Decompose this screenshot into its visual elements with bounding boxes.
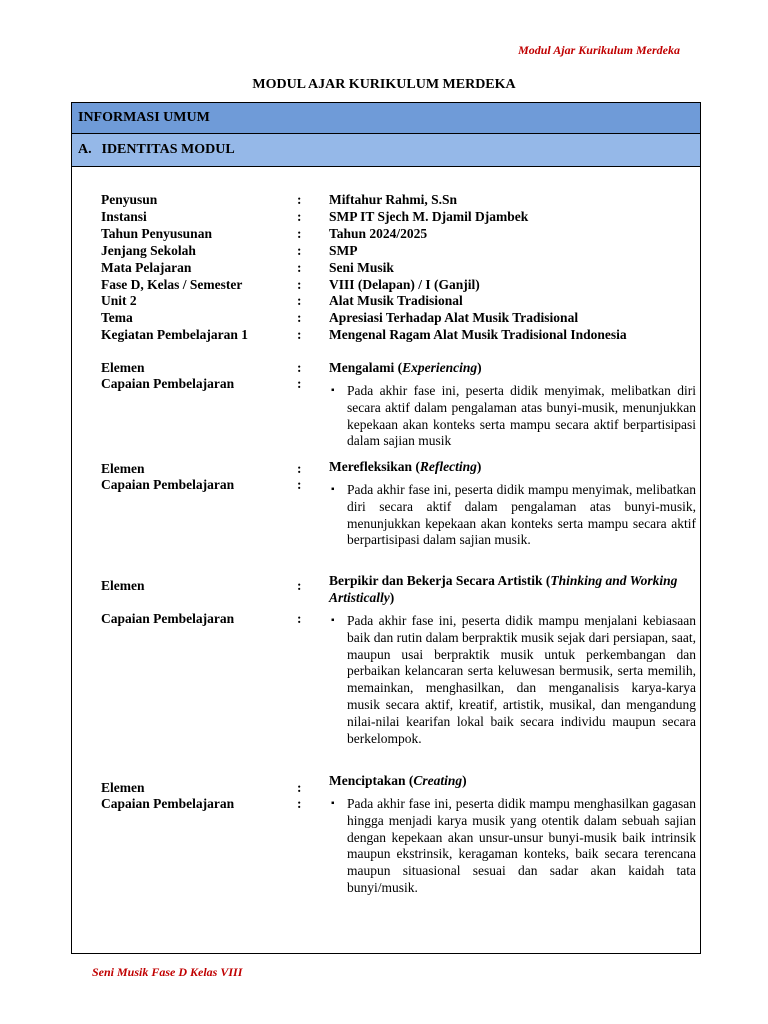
row-label: Instansi xyxy=(101,209,147,224)
capaian-label: Capaian Pembelajaran xyxy=(101,796,235,811)
row-value: Apresiasi Terhadap Alat Musik Tradisional xyxy=(329,310,579,325)
running-header: Modul Ajar Kurikulum Merdeka xyxy=(518,43,680,57)
row-label: Jenjang Sekolah xyxy=(101,243,196,258)
row-value: VIII (Delapan) / I (Ganjil) xyxy=(329,277,480,292)
row-colon: : xyxy=(297,293,302,308)
row-colon: : xyxy=(297,209,302,224)
capaian-3-text: ▪ Pada akhir fase ini, peserta didik mampu menjalani kebiasaan baik dan rutin dalam berpraktik musik sejak dari persiapan, saat, maupun usai berpraktik musik untuk perkembangan dan perbaikan kelancaran serta keluwesan bermusik, serta memilih, memainkan, menghasilkan, dan menganalisis karya-karya musik secara aktif, kreatif, artistik, musikal, dan mengandung nilai-nilai kearifan lokal baik secara individu maupun secara berkelompok. xyxy=(331,613,696,746)
section-label: IDENTITAS MODUL xyxy=(101,142,235,157)
row-colon: : xyxy=(297,611,302,626)
capaian-1-text: ▪ Pada akhir fase ini, peserta didik menyimak, melibatkan diri secara aktif dalam pengalaman atas bunyi-musik, menunjukkan kepekaan akan konteks serta mampu secara aktif berpartisipasi dalam sajian musik xyxy=(331,383,696,449)
capaian-4-text: ▪ Pada akhir fase ini, peserta didik mampu menghasilkan gagasan hingga menjadi karya musik yang otentik dalam sebuah sajian dengan kepekaan akan unsur-unsur bunyi-musik baik intrinsik maupun ekstrinsik, keragaman konteks, baik secara terencana maupun situasional sesuai dan sadar akan kaidah tata bunyi/musik. xyxy=(331,796,696,895)
info-umum-band: INFORMASI UMUM xyxy=(72,103,700,134)
elemen-3-heading: Berpikir dan Bekerja Secara Artistik (Thinking and Working Artistically) xyxy=(329,573,678,605)
row-value: Miftahur Rahmi, S.Sn xyxy=(329,192,458,207)
bullet-icon: ▪ xyxy=(331,484,335,495)
row-label: Unit 2 xyxy=(101,293,137,308)
row-colon: : xyxy=(297,578,302,593)
elemen-label: Elemen xyxy=(101,780,145,795)
row-value: Tahun 2024/2025 xyxy=(329,226,428,241)
capaian-label: Capaian Pembelajaran xyxy=(101,611,235,626)
row-label: Tema xyxy=(101,310,133,325)
row-colon: : xyxy=(297,310,302,325)
row-label: Mata Pelajaran xyxy=(101,260,192,275)
document-title: MODUL AJAR KURIKULUM MERDEKA xyxy=(252,77,516,92)
row-colon: : xyxy=(297,327,302,342)
elemen-4-heading: Menciptakan (Creating) xyxy=(329,773,467,788)
module-table xyxy=(71,102,701,954)
row-colon: : xyxy=(297,461,302,476)
row-value: SMP IT Sjech M. Djamil Djambek xyxy=(329,209,529,224)
bullet-icon: ▪ xyxy=(331,385,335,396)
row-label: Kegiatan Pembelajaran 1 xyxy=(101,327,248,342)
row-label: Penyusun xyxy=(101,192,158,207)
row-colon: : xyxy=(297,360,302,375)
row-label: Tahun Penyusunan xyxy=(101,226,212,241)
capaian-label: Capaian Pembelajaran xyxy=(101,477,235,492)
row-colon: : xyxy=(297,192,302,207)
row-colon: : xyxy=(297,477,302,492)
row-colon: : xyxy=(297,277,302,292)
elemen-label: Elemen xyxy=(101,578,145,593)
capaian-label: Capaian Pembelajaran xyxy=(101,376,235,391)
row-value: Alat Musik Tradisional xyxy=(329,293,463,308)
section-number: A. xyxy=(78,142,92,157)
row-colon: : xyxy=(297,796,302,811)
capaian-2-text: ▪ Pada akhir fase ini, peserta didik mampu menyimak, melibatkan diri secara aktif dalam pengalaman atas bunyi-musik, menunjukkan kepekaan akan konteks serta mampu secara aktif berpartisipasi dalam sajian musik. xyxy=(331,482,696,548)
row-colon: : xyxy=(297,243,302,258)
bullet-icon: ▪ xyxy=(331,798,335,809)
row-value: SMP xyxy=(329,243,358,258)
elemen-label: Elemen xyxy=(101,461,145,476)
row-colon: : xyxy=(297,226,302,241)
row-label: Fase D, Kelas / Semester xyxy=(101,277,243,292)
row-colon: : xyxy=(297,780,302,795)
elemen-2-heading: Merefleksikan (Reflecting) xyxy=(329,459,482,474)
row-value: Mengenal Ragam Alat Musik Tradisional Indonesia xyxy=(329,327,627,342)
elemen-1-heading: Mengalami (Experiencing) xyxy=(329,360,482,375)
identitas-band xyxy=(72,134,700,167)
bullet-icon: ▪ xyxy=(331,615,335,626)
elemen-label: Elemen xyxy=(101,360,145,375)
row-value: Seni Musik xyxy=(329,260,394,275)
row-colon: : xyxy=(297,260,302,275)
row-colon: : xyxy=(297,376,302,391)
running-footer: Seni Musik Fase D Kelas VIII xyxy=(92,965,243,979)
